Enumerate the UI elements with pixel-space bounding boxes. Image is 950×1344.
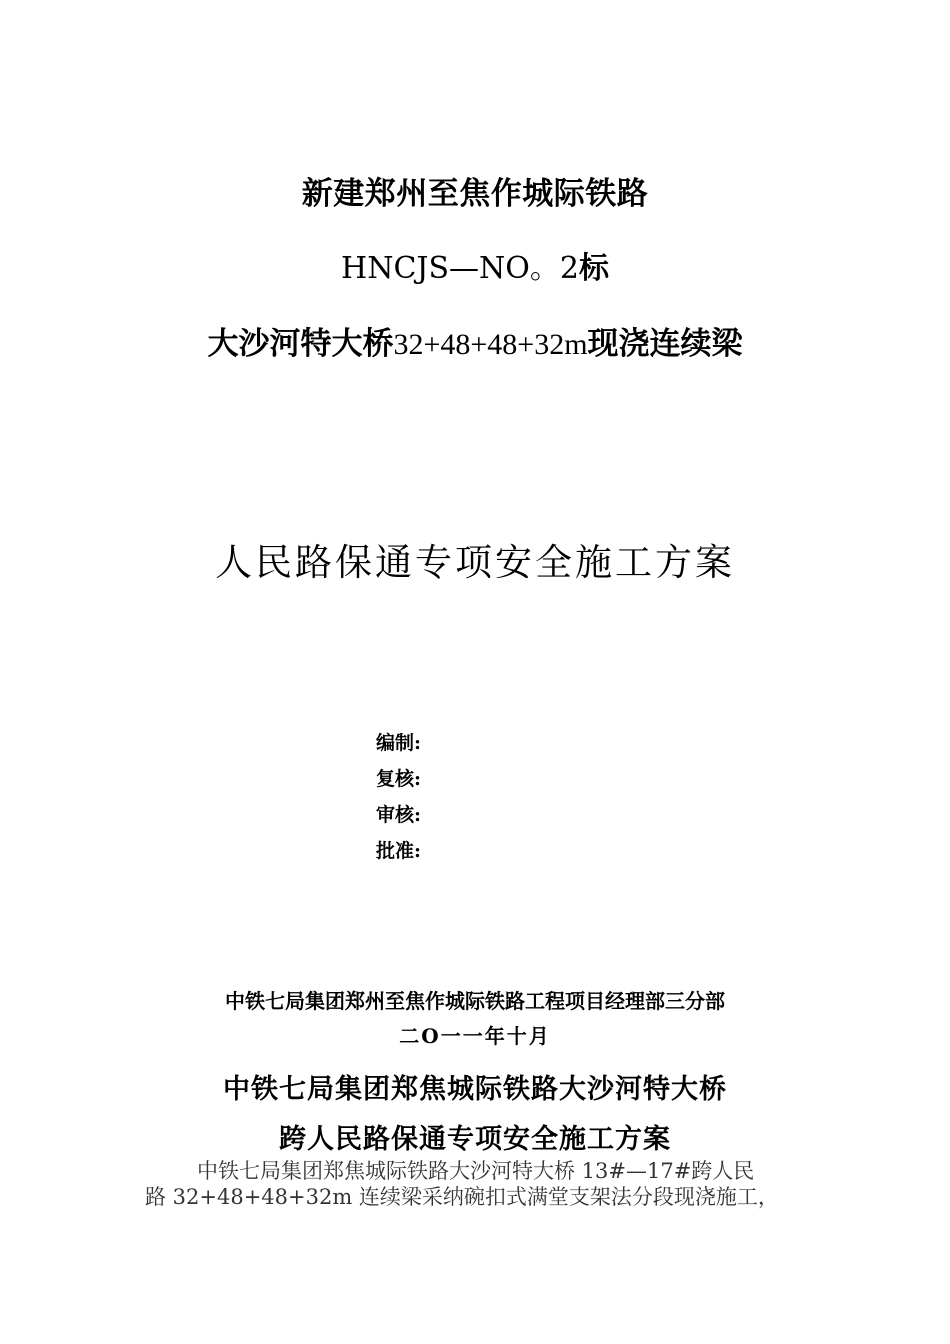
body-heading-line2: 跨人民路保通专项安全施工方案 <box>279 1124 671 1155</box>
bridge-name: 大沙河特大桥 <box>207 326 394 362</box>
organization-name: 中铁七局集团郑州至焦作城际铁路工程项目经理部三分部 <box>225 989 725 1013</box>
bridge-title-suffix: 现浇连续梁 <box>587 326 743 362</box>
document-date: 二O一一年十月 <box>399 1024 551 1048</box>
signature-approved-by: 批准: <box>376 840 422 862</box>
signature-checked-by: 复核: <box>376 768 422 790</box>
body-heading-line1: 中铁七局集团郑焦城际铁路大沙河特大桥 <box>223 1074 727 1105</box>
signature-compiled-by: 编制: <box>376 732 422 754</box>
signature-block <box>376 730 421 874</box>
project-title: 新建郑州至焦作城际铁路 <box>301 176 649 212</box>
section-code: HNCJS—NO。2 <box>341 251 579 286</box>
paragraph-line: 中铁七局集团郑焦城际铁路大沙河特大桥 13#—17#跨人民 <box>197 1159 755 1183</box>
section-code-suffix: 标 <box>578 251 609 286</box>
paragraph-line: 路 32+48+48+32m 连续梁采纳碗扣式满堂支架法分段现浇施工， <box>145 1185 779 1209</box>
section-code-title <box>0 243 950 287</box>
body-paragraph <box>145 1158 815 1210</box>
signature-reviewed-by: 审核: <box>376 804 422 826</box>
bridge-span: 32+48+48+32m <box>393 328 588 361</box>
bridge-title <box>0 318 950 363</box>
plan-subtitle: 人民路保通专项安全施工方案 <box>215 541 735 584</box>
